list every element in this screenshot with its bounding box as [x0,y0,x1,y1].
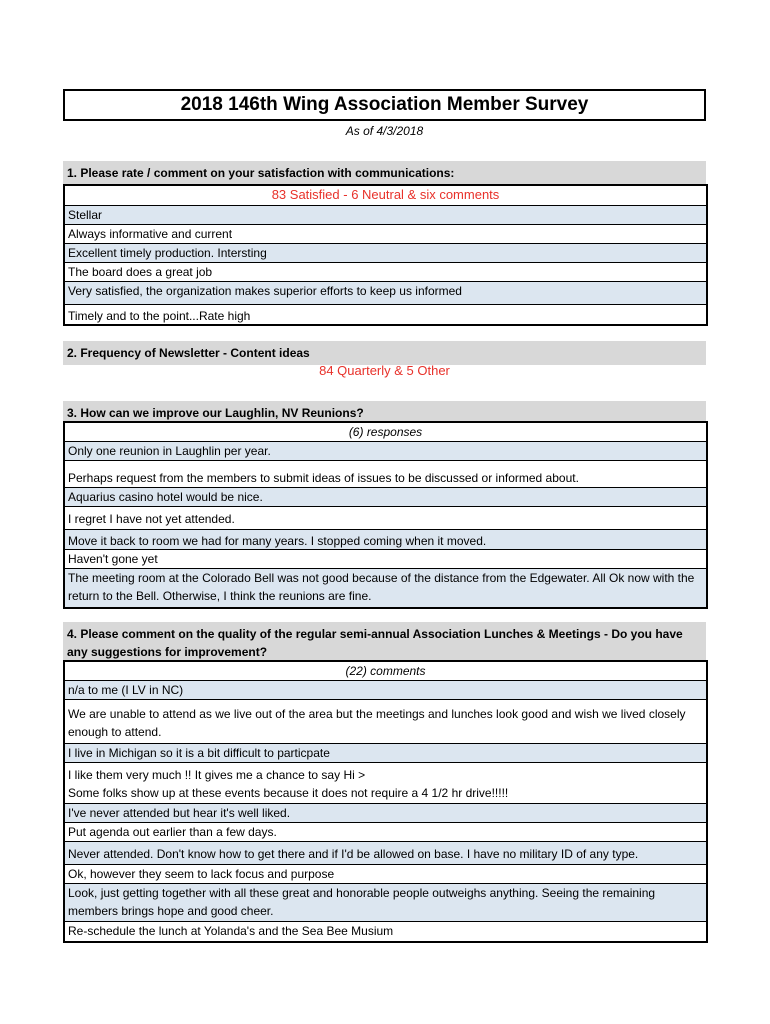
q1-row: Very satisfied, the organization makes superior efforts to keep us informed [65,282,706,305]
q1-heading: 1. Please rate / comment on your satisfaction with communications: [63,161,706,185]
q1-row: Always informative and current [65,225,706,244]
as-of-date: As of 4/3/2018 [345,124,424,138]
q4-row: Re-schedule the lunch at Yolanda's and the Sea Bee Musium [65,922,706,941]
q4-summary: (22) comments [65,662,706,681]
q4-row: n/a to me (I LV in NC) [65,681,706,700]
q4-row: Put agenda out earlier than a few days. [65,823,706,842]
q1-table [63,184,708,326]
q1-row: Excellent timely production. Intersting [65,244,706,263]
survey-title: 2018 146th Wing Association Member Survey [63,89,706,121]
q4-row: Ok, however they seem to lack focus and purpose [65,865,706,884]
q4-heading: 4. Please comment on the quality of the regular semi-annual Association Lunches & Meetings - Do you have any suggestions for improvement? [63,622,706,664]
q4-row: Look, just getting together with all these great and honorable people outweighs anything. Seeing the remaining members brings hope and good cheer. [65,884,706,922]
q4-row: I live in Michigan so it is a bit difficult to particpate [65,744,706,763]
q4-row: Never attended. Don't know how to get there and if I'd be allowed on base. I have no military ID of any type. [65,842,706,865]
q3-row: Aquarius casino hotel would be nice. [65,488,706,507]
q4-row: We are unable to attend as we live out of the area but the meetings and lunches look good and wish we lived closely enough to attend. [65,700,706,744]
q1-row: Stellar [65,206,706,225]
q1-summary: 83 Satisfied - 6 Neutral & six comments [65,186,706,206]
q3-row: Haven't gone yet [65,550,706,569]
q2-heading: 2. Frequency of Newsletter - Content ideas [63,341,706,365]
q3-row: The meeting room at the Colorado Bell was not good because of the distance from the Edgewater. All Ok now with the return to the Bell. Otherwise, I think the reunions are fine. [65,569,706,607]
q1-row: Timely and to the point...Rate high [65,305,706,324]
q1-row: The board does a great job [65,263,706,282]
q2-summary: 84 Quarterly & 5 Other [319,363,450,378]
q3-row: Move it back to room we had for many years. I stopped coming when it moved. [65,530,706,550]
q3-heading: 3. How can we improve our Laughlin, NV Reunions? [63,401,706,425]
q4-row: I like them very much !! It gives me a chance to say Hi > Some folks show up at these events because it does not require a 4 1/2 hr drive!!!!! [65,763,706,804]
q4-row: I've never attended but hear it's well liked. [65,804,706,823]
q3-row: Perhaps request from the members to submit ideas of issues to be discussed or informed about. [65,461,706,488]
q4-table [63,660,708,943]
q3-row: I regret I have not yet attended. [65,507,706,530]
q3-summary: (6) responses [65,423,706,442]
q3-table [63,421,708,609]
q3-row: Only one reunion in Laughlin per year. [65,442,706,461]
